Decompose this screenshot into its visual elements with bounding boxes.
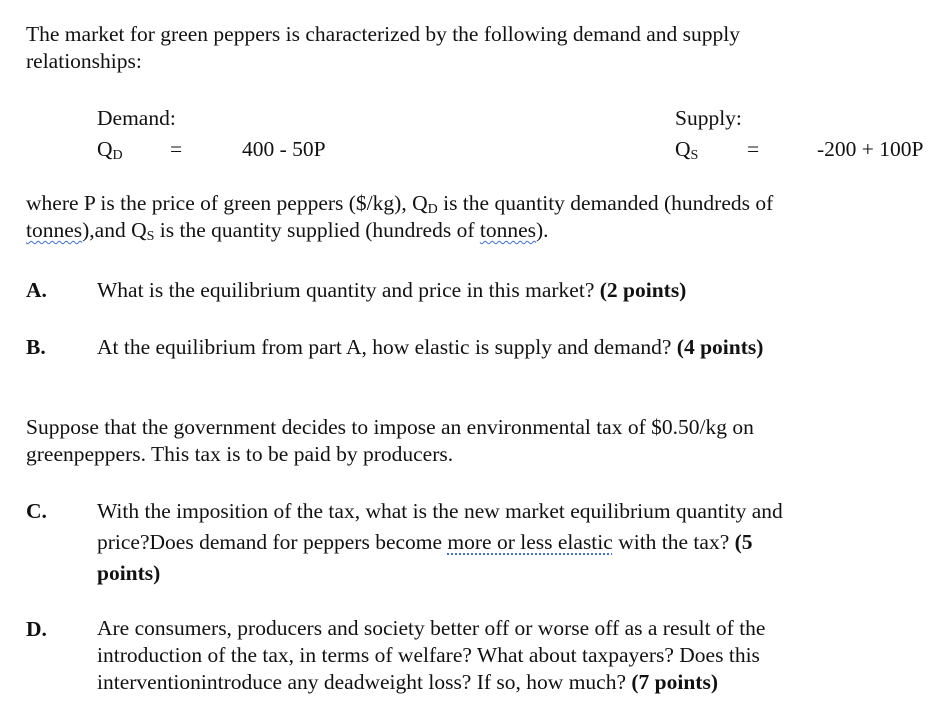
demand-variable: $Q_D$ bbox=[97, 137, 123, 163]
spellcheck-word: tonnes bbox=[26, 218, 83, 242]
intro-line-1: The market for green peppers is characterized by the following demand and supply bbox=[26, 22, 741, 46]
question-b-label: B. bbox=[26, 335, 46, 359]
definitions-line-1: where P is the price of green peppers ($/kg), $Q_D$ is the quantity demanded (hundreds of bbox=[26, 191, 774, 217]
tax-paragraph bbox=[26, 414, 754, 468]
definitions-paragraph bbox=[26, 190, 773, 244]
tax-line-1: Suppose that the government decides to impose an environmental tax of $0.50/kg on bbox=[26, 415, 754, 439]
supply-expression: -200 + 100P bbox=[817, 137, 924, 161]
question-d-line-3: interventionintroduce any deadweight loss? If so, how much? (7 points) bbox=[97, 670, 718, 694]
question-a-label: A. bbox=[26, 278, 47, 302]
question-c-text bbox=[97, 496, 783, 589]
demand-label: Demand: bbox=[97, 106, 176, 130]
question-d-label: D. bbox=[26, 617, 47, 641]
spellcheck-word: tonnes bbox=[479, 218, 537, 242]
definitions-line-2: tonnes),and $Q_S$ is the quantity supplied (hundreds of tonnes). bbox=[26, 218, 549, 244]
question-a-text: What is the equilibrium quantity and price in this market? (2 points) bbox=[97, 278, 687, 302]
question-d-line-1: Are consumers, producers and society better off or worse off as a result of the bbox=[97, 616, 766, 640]
tax-line-2: greenpeppers. This tax is to be paid by producers. bbox=[26, 442, 454, 466]
intro-line-2: relationships: bbox=[26, 49, 142, 73]
question-c-line-2: price?Does demand for peppers become more or less elastic with the tax? (5 bbox=[97, 530, 753, 554]
grammar-flagged-phrase: more or less elastic bbox=[447, 530, 613, 554]
demand-equals: = bbox=[170, 137, 183, 161]
question-d-text bbox=[97, 615, 765, 696]
question-c-line-3: points) bbox=[97, 561, 161, 585]
question-c-label: C. bbox=[26, 499, 47, 523]
supply-label: Supply: bbox=[675, 106, 742, 130]
question-b-text: At the equilibrium from part A, how elastic is supply and demand? (4 points) bbox=[97, 335, 764, 359]
supply-equals: = bbox=[747, 137, 760, 161]
supply-variable: $Q_S$ bbox=[675, 137, 699, 163]
question-c-line-1: With the imposition of the tax, what is the new market equilibrium quantity and bbox=[97, 499, 783, 523]
question-d-line-2: introduction of the tax, in terms of welfare? What about taxpayers? Does this bbox=[97, 643, 760, 667]
demand-expression: 400 - 50P bbox=[242, 137, 326, 161]
intro-paragraph bbox=[26, 21, 740, 75]
